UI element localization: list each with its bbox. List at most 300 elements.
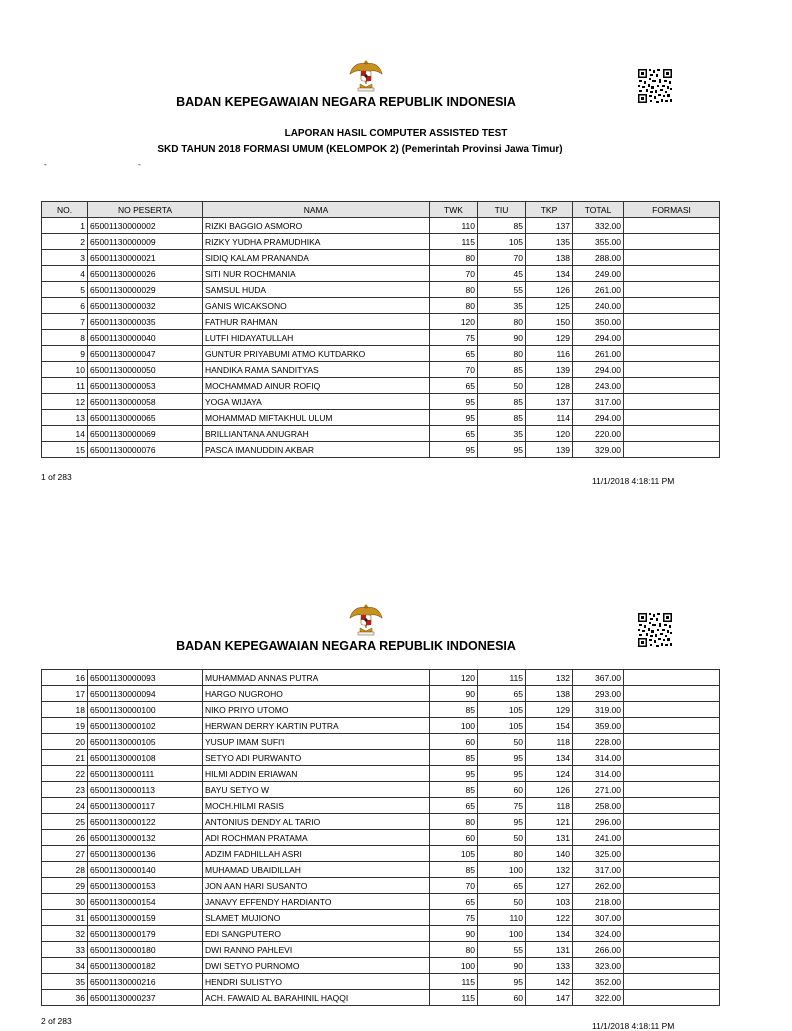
cell-nama: DWI SETYO PURNOMO [203,958,430,974]
cell-no: 18 [42,702,88,718]
cell-nama: EDI SANGPUTERO [203,926,430,942]
cell-nama: MOCH.HILMI RASIS [203,798,430,814]
cell-tiu: 85 [478,362,526,378]
table-header-row [42,202,720,218]
cell-total: 352.00 [573,974,624,990]
cell-twk: 85 [430,750,478,766]
cell-formasi [624,734,720,750]
cell-no-peserta: 65001130000035 [88,314,203,330]
cell-no: 24 [42,798,88,814]
cell-twk: 95 [430,442,478,458]
cell-twk: 80 [430,942,478,958]
cell-total: 332.00 [573,218,624,234]
cell-nama: MOCHAMMAD AINUR ROFIQ [203,378,430,394]
cell-no: 32 [42,926,88,942]
cell-total: 261.00 [573,346,624,362]
garuda-emblem-icon [348,56,384,92]
cell-no: 23 [42,782,88,798]
cell-formasi [624,442,720,458]
cell-nama: FATHUR RAHMAN [203,314,430,330]
table-row [42,782,720,798]
table-row [42,910,720,926]
table-row [42,878,720,894]
cell-no: 12 [42,394,88,410]
cell-formasi [624,718,720,734]
cell-twk: 90 [430,926,478,942]
page-number: 2 of 283 [41,1016,72,1026]
cell-nama: BRILLIANTANA ANUGRAH [203,426,430,442]
cell-no-peserta: 65001130000053 [88,378,203,394]
table-row [42,378,720,394]
cell-twk: 120 [430,670,478,686]
cell-formasi [624,910,720,926]
cell-tkp: 118 [526,798,573,814]
cell-total: 261.00 [573,282,624,298]
cell-total: 241.00 [573,830,624,846]
cell-nama: SETYO ADI PURWANTO [203,750,430,766]
cell-formasi [624,686,720,702]
cell-no-peserta: 65001130000108 [88,750,203,766]
table-row [42,846,720,862]
cell-no: 31 [42,910,88,926]
col-header-tiu: TIU [478,202,526,218]
cell-nama: NIKO PRIYO UTOMO [203,702,430,718]
cell-twk: 95 [430,394,478,410]
cell-nama: HILMI ADDIN ERIAWAN [203,766,430,782]
cell-total: 323.00 [573,958,624,974]
cell-formasi [624,862,720,878]
cell-total: 262.00 [573,878,624,894]
cell-no: 15 [42,442,88,458]
cell-total: 314.00 [573,750,624,766]
table-row [42,346,720,362]
cell-tiu: 90 [478,330,526,346]
cell-nama: GUNTUR PRIYABUMI ATMO KUTDARKO [203,346,430,362]
cell-nama: GANIS WICAKSONO [203,298,430,314]
cell-tiu: 50 [478,378,526,394]
cell-no-peserta: 65001130000032 [88,298,203,314]
cell-tkp: 134 [526,926,573,942]
table-row [42,266,720,282]
cell-tiu: 55 [478,282,526,298]
table-row [42,250,720,266]
cell-no-peserta: 65001130000076 [88,442,203,458]
cell-no-peserta: 65001130000026 [88,266,203,282]
cell-tkp: 124 [526,766,573,782]
cell-formasi [624,846,720,862]
cell-no: 30 [42,894,88,910]
cell-formasi [624,782,720,798]
table-row [42,718,720,734]
cell-formasi [624,410,720,426]
cell-no-peserta: 65001130000100 [88,702,203,718]
cell-nama: SITI NUR ROCHMANIA [203,266,430,282]
cell-tkp: 138 [526,686,573,702]
cell-twk: 100 [430,958,478,974]
cell-nama: YOGA WIJAYA [203,394,430,410]
cell-no-peserta: 65001130000111 [88,766,203,782]
cell-tiu: 95 [478,442,526,458]
cell-twk: 85 [430,702,478,718]
report-title: LAPORAN HASIL COMPUTER ASSISTED TEST [284,128,508,139]
cell-tiu: 80 [478,346,526,362]
cell-formasi [624,814,720,830]
table-row [42,362,720,378]
cell-total: 329.00 [573,442,624,458]
cell-tkp: 132 [526,862,573,878]
cell-no: 25 [42,814,88,830]
cell-total: 296.00 [573,814,624,830]
cell-twk: 75 [430,330,478,346]
cell-twk: 115 [430,974,478,990]
cell-tkp: 135 [526,234,573,250]
col-header-twk: TWK [430,202,478,218]
cell-tkp: 121 [526,814,573,830]
print-timestamp: 11/1/2018 4:18:11 PM [592,1021,675,1031]
cell-tiu: 45 [478,266,526,282]
table-row [42,702,720,718]
cell-tkp: 129 [526,702,573,718]
col-header-tkp: TKP [526,202,573,218]
cell-no: 10 [42,362,88,378]
cell-tkp: 134 [526,750,573,766]
cell-no: 27 [42,846,88,862]
table-row [42,426,720,442]
cell-twk: 60 [430,830,478,846]
table-row [42,282,720,298]
cell-tiu: 75 [478,798,526,814]
cell-no-peserta: 65001130000179 [88,926,203,942]
cell-no-peserta: 65001130000105 [88,734,203,750]
cell-formasi [624,314,720,330]
cell-formasi [624,362,720,378]
cell-formasi [624,346,720,362]
cell-nama: BAYU SETYO W [203,782,430,798]
cell-total: 294.00 [573,410,624,426]
col-header-nama: NAMA [203,202,430,218]
col-header-no: NO. [42,202,88,218]
table-row [42,394,720,410]
cell-twk: 105 [430,846,478,862]
cell-tiu: 95 [478,750,526,766]
cell-twk: 120 [430,314,478,330]
cell-twk: 85 [430,862,478,878]
cell-tkp: 125 [526,298,573,314]
cell-no: 34 [42,958,88,974]
cell-total: 314.00 [573,766,624,782]
cell-twk: 80 [430,298,478,314]
cell-tkp: 139 [526,362,573,378]
cell-no: 2 [42,234,88,250]
cell-total: 355.00 [573,234,624,250]
cell-tkp: 118 [526,734,573,750]
cell-tkp: 142 [526,974,573,990]
dash-left: - [44,160,47,169]
cell-total: 266.00 [573,942,624,958]
cell-nama: MUHAMAD UBAIDILLAH [203,862,430,878]
cell-formasi [624,926,720,942]
col-header-formasi: FORMASI [624,202,720,218]
cell-no-peserta: 65001130000094 [88,686,203,702]
cell-no-peserta: 65001130000180 [88,942,203,958]
cell-total: 294.00 [573,362,624,378]
cell-twk: 90 [430,686,478,702]
cell-tkp: 139 [526,442,573,458]
cell-tkp: 131 [526,830,573,846]
cell-no-peserta: 65001130000113 [88,782,203,798]
cell-formasi [624,330,720,346]
cell-nama: HENDRI SULISTYO [203,974,430,990]
cell-total: 288.00 [573,250,624,266]
cell-total: 271.00 [573,782,624,798]
cell-no-peserta: 65001130000140 [88,862,203,878]
cell-nama: LUTFI HIDAYATULLAH [203,330,430,346]
cell-no: 20 [42,734,88,750]
cell-no: 7 [42,314,88,330]
cell-twk: 65 [430,426,478,442]
cell-tkp: 127 [526,878,573,894]
cell-formasi [624,878,720,894]
cell-tiu: 100 [478,926,526,942]
cell-no: 6 [42,298,88,314]
table-row [42,814,720,830]
org-title: BADAN KEPEGAWAIAN NEGARA REPUBLIK INDONESIA [176,639,516,653]
cell-twk: 80 [430,814,478,830]
cell-tiu: 80 [478,846,526,862]
cell-total: 220.00 [573,426,624,442]
cell-tkp: 132 [526,670,573,686]
cell-no: 28 [42,862,88,878]
cell-tkp: 137 [526,394,573,410]
cell-tiu: 110 [478,910,526,926]
cell-tiu: 50 [478,734,526,750]
cell-tkp: 140 [526,846,573,862]
cell-nama: HERWAN DERRY KARTIN PUTRA [203,718,430,734]
cell-no-peserta: 65001130000159 [88,910,203,926]
cell-tiu: 85 [478,394,526,410]
cell-twk: 65 [430,798,478,814]
cell-nama: SLAMET MUJIONO [203,910,430,926]
cell-tkp: 126 [526,782,573,798]
cell-formasi [624,990,720,1006]
cell-tkp: 133 [526,958,573,974]
cell-no: 14 [42,426,88,442]
cell-no-peserta: 65001130000065 [88,410,203,426]
cell-total: 324.00 [573,926,624,942]
cell-twk: 115 [430,234,478,250]
cell-no: 35 [42,974,88,990]
cell-total: 243.00 [573,378,624,394]
cell-tiu: 105 [478,718,526,734]
cell-no-peserta: 65001130000237 [88,990,203,1006]
cell-tiu: 35 [478,298,526,314]
cell-tiu: 70 [478,250,526,266]
cell-tiu: 85 [478,410,526,426]
cell-no: 29 [42,878,88,894]
cell-no: 13 [42,410,88,426]
cell-formasi [624,670,720,686]
cell-twk: 80 [430,250,478,266]
cell-tkp: 129 [526,330,573,346]
cell-tiu: 115 [478,670,526,686]
cell-tkp: 150 [526,314,573,330]
cell-no-peserta: 65001130000050 [88,362,203,378]
cell-total: 293.00 [573,686,624,702]
cell-nama: PASCA IMANUDDIN AKBAR [203,442,430,458]
cell-twk: 75 [430,910,478,926]
cell-no: 5 [42,282,88,298]
table-row [42,330,720,346]
cell-tkp: 122 [526,910,573,926]
table-row [42,974,720,990]
cell-nama: MUHAMMAD ANNAS PUTRA [203,670,430,686]
cell-total: 317.00 [573,862,624,878]
col-header-total: TOTAL [573,202,624,218]
results-table [41,669,720,1006]
cell-twk: 65 [430,346,478,362]
cell-nama: HANDIKA RAMA SANDITYAS [203,362,430,378]
cell-total: 322.00 [573,990,624,1006]
cell-total: 218.00 [573,894,624,910]
cell-no-peserta: 65001130000136 [88,846,203,862]
cell-no-peserta: 65001130000002 [88,218,203,234]
cell-no-peserta: 65001130000216 [88,974,203,990]
cell-no: 22 [42,766,88,782]
cell-no-peserta: 65001130000047 [88,346,203,362]
table-row [42,298,720,314]
cell-total: 258.00 [573,798,624,814]
report-subtitle: SKD TAHUN 2018 FORMASI UMUM (KELOMPOK 2) (Pemerintah Provinsi Jawa Timur) [157,144,563,155]
table-row [42,670,720,686]
cell-tkp: 154 [526,718,573,734]
cell-total: 350.00 [573,314,624,330]
cell-no: 17 [42,686,88,702]
cell-no: 11 [42,378,88,394]
table-row [42,942,720,958]
print-timestamp: 11/1/2018 4:18:11 PM [592,476,675,486]
cell-tkp: 128 [526,378,573,394]
cell-total: 367.00 [573,670,624,686]
cell-nama: HARGO NUGROHO [203,686,430,702]
cell-tkp: 103 [526,894,573,910]
cell-no-peserta: 65001130000058 [88,394,203,410]
org-title: BADAN KEPEGAWAIAN NEGARA REPUBLIK INDONESIA [176,95,516,109]
results-table [41,201,720,458]
cell-no-peserta: 65001130000182 [88,958,203,974]
cell-tiu: 95 [478,766,526,782]
cell-twk: 95 [430,410,478,426]
table-row [42,734,720,750]
col-header-no-peserta: NO PESERTA [88,202,203,218]
table-row [42,314,720,330]
cell-no-peserta: 65001130000093 [88,670,203,686]
cell-no-peserta: 65001130000153 [88,878,203,894]
cell-no: 19 [42,718,88,734]
cell-no: 3 [42,250,88,266]
cell-total: 240.00 [573,298,624,314]
cell-no: 9 [42,346,88,362]
cell-no-peserta: 65001130000154 [88,894,203,910]
cell-no: 21 [42,750,88,766]
cell-nama: RIZKY YUDHA PRAMUDHIKA [203,234,430,250]
table-row [42,830,720,846]
cell-formasi [624,250,720,266]
cell-no: 26 [42,830,88,846]
cell-tiu: 50 [478,830,526,846]
cell-total: 319.00 [573,702,624,718]
cell-nama: JON AAN HARI SUSANTO [203,878,430,894]
table-row [42,862,720,878]
garuda-emblem-icon [348,600,384,636]
cell-nama: ANTONIUS DENDY AL TARIO [203,814,430,830]
cell-formasi [624,234,720,250]
cell-tkp: 137 [526,218,573,234]
table-row [42,686,720,702]
cell-twk: 60 [430,734,478,750]
cell-no: 8 [42,330,88,346]
table-row [42,442,720,458]
cell-formasi [624,394,720,410]
table-row [42,218,720,234]
cell-tiu: 65 [478,878,526,894]
page-number: 1 of 283 [41,472,72,482]
cell-no: 4 [42,266,88,282]
table-row [42,958,720,974]
cell-total: 228.00 [573,734,624,750]
cell-twk: 65 [430,378,478,394]
cell-tiu: 35 [478,426,526,442]
cell-tkp: 131 [526,942,573,958]
cell-no-peserta: 65001130000040 [88,330,203,346]
cell-formasi [624,266,720,282]
cell-tiu: 80 [478,314,526,330]
cell-nama: MOHAMMAD MIFTAKHUL ULUM [203,410,430,426]
cell-tkp: 120 [526,426,573,442]
cell-total: 317.00 [573,394,624,410]
cell-tkp: 114 [526,410,573,426]
cell-formasi [624,702,720,718]
cell-twk: 80 [430,282,478,298]
cell-twk: 70 [430,362,478,378]
cell-nama: YUSUP IMAM SUFI'I [203,734,430,750]
cell-tiu: 95 [478,974,526,990]
report-page-1 [0,0,768,500]
table-row [42,766,720,782]
cell-nama: RIZKI BAGGIO ASMORO [203,218,430,234]
cell-twk: 70 [430,266,478,282]
table-row [42,798,720,814]
cell-nama: DWI RANNO PAHLEVI [203,942,430,958]
cell-formasi [624,894,720,910]
cell-formasi [624,958,720,974]
table-row [42,990,720,1006]
cell-nama: SAMSUL HUDA [203,282,430,298]
cell-no-peserta: 65001130000117 [88,798,203,814]
cell-twk: 115 [430,990,478,1006]
cell-tiu: 90 [478,958,526,974]
report-page-2 [0,543,768,1031]
cell-formasi [624,798,720,814]
cell-nama: SIDIQ KALAM PRANANDA [203,250,430,266]
cell-total: 307.00 [573,910,624,926]
table-row [42,894,720,910]
cell-tiu: 100 [478,862,526,878]
cell-no-peserta: 65001130000102 [88,718,203,734]
cell-no: 16 [42,670,88,686]
cell-tiu: 65 [478,686,526,702]
cell-formasi [624,766,720,782]
cell-total: 294.00 [573,330,624,346]
